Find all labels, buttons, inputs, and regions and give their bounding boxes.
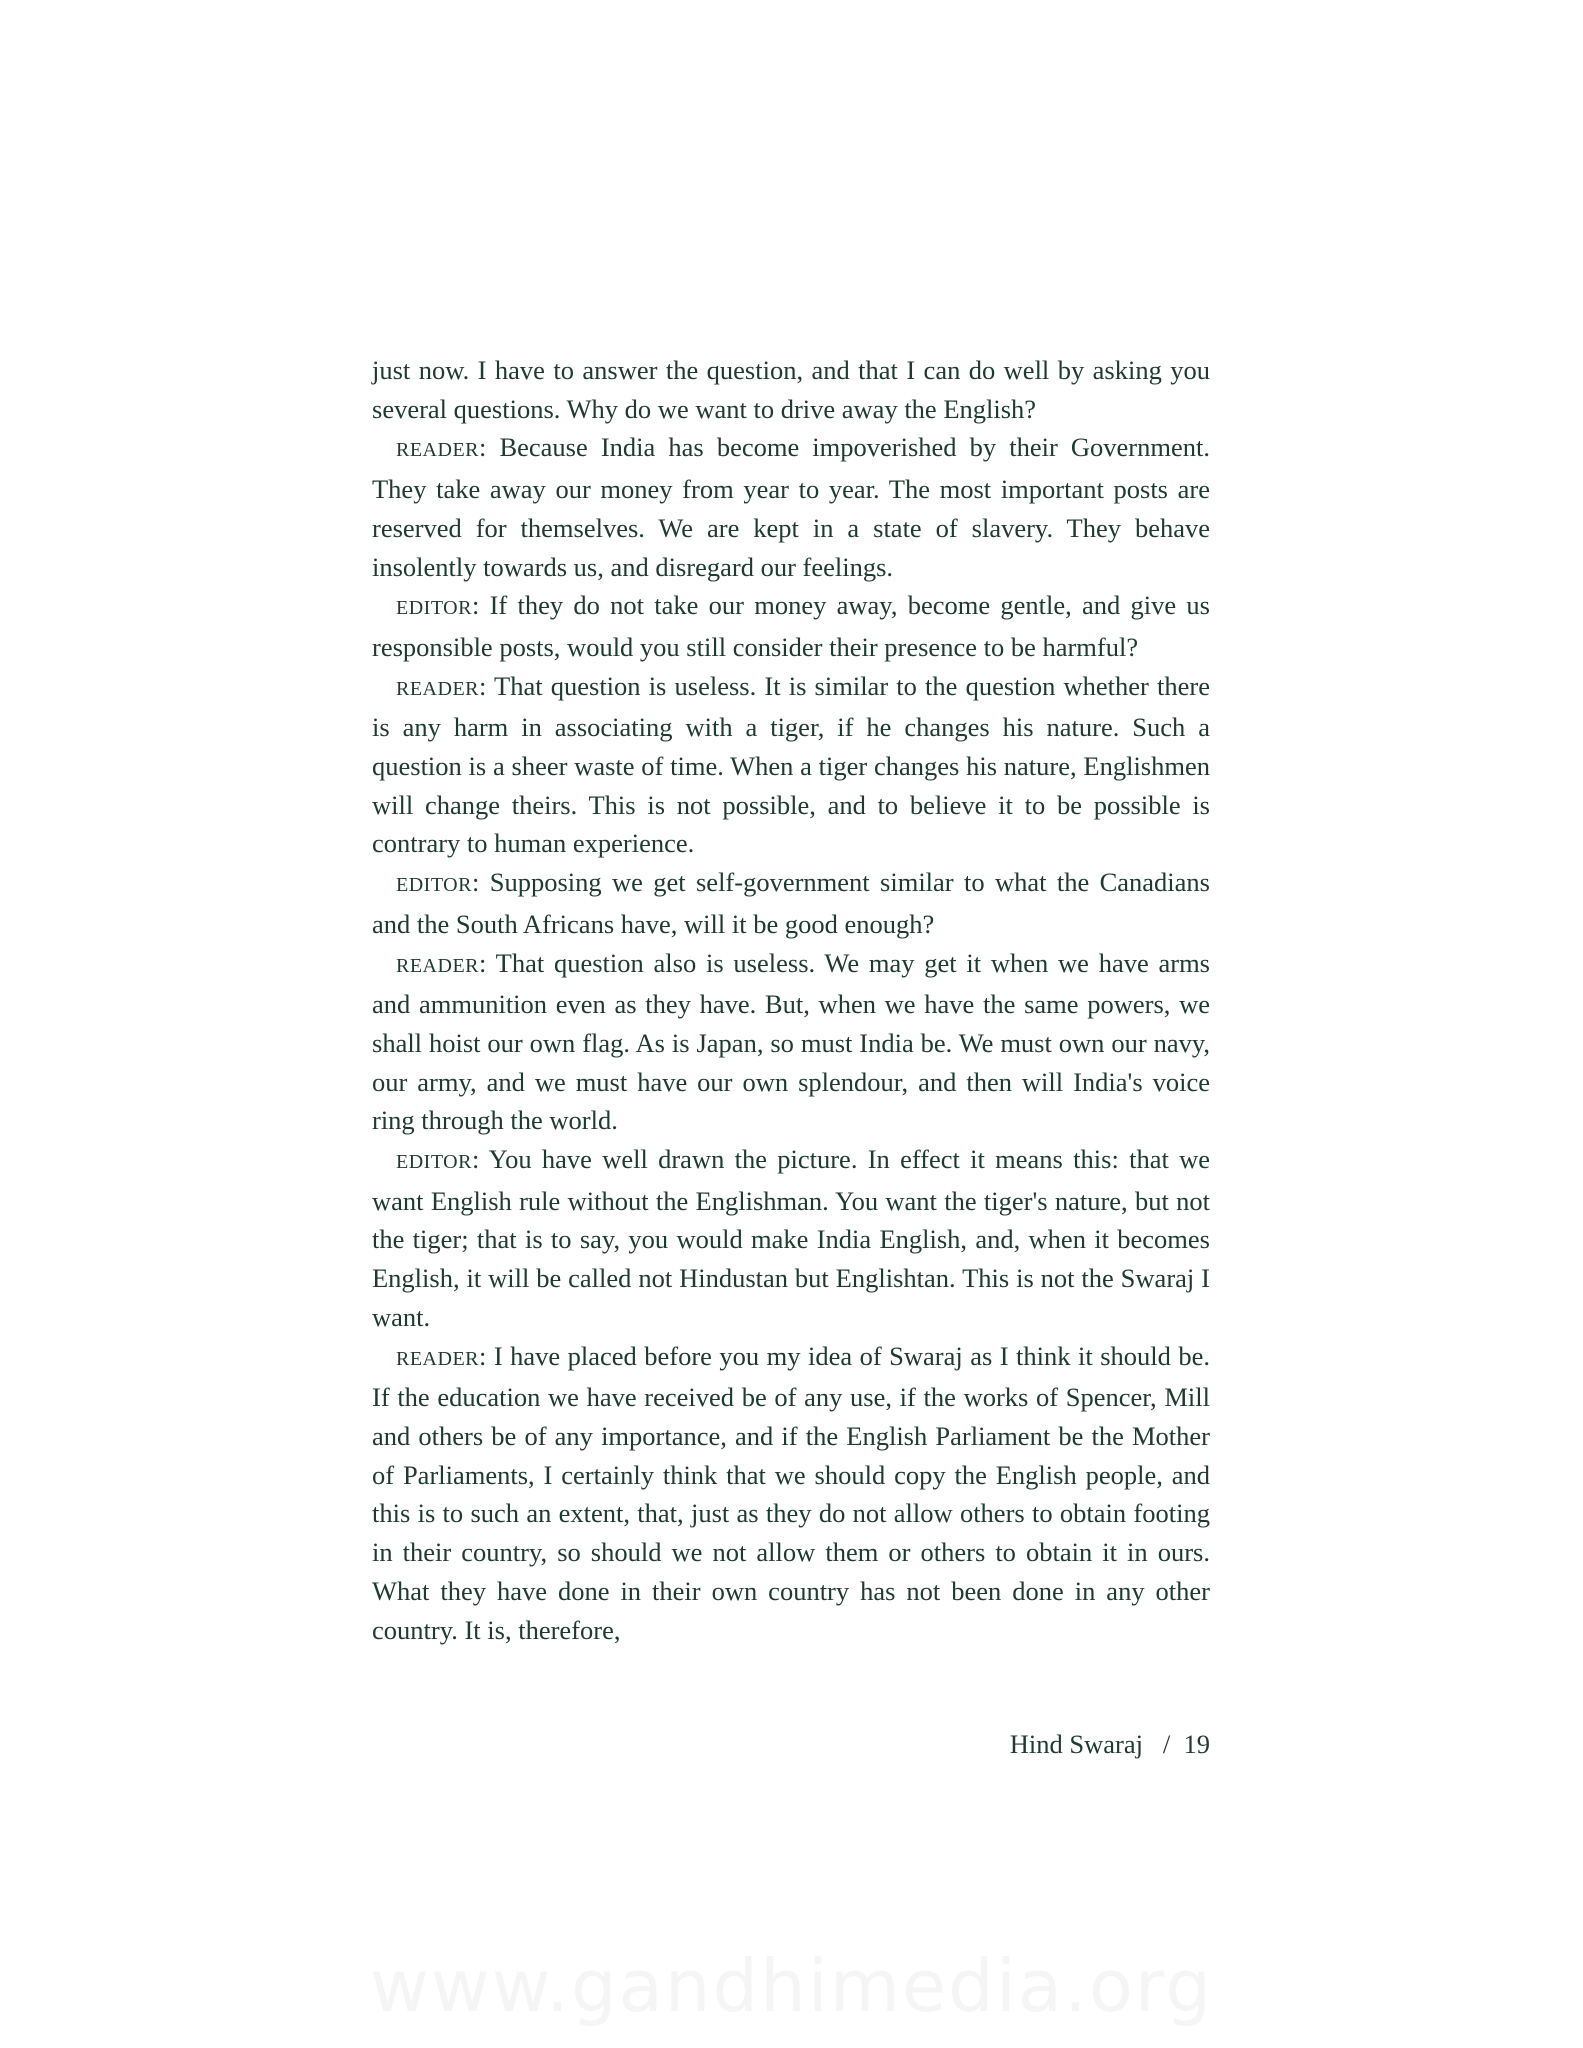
speaker-label: READER bbox=[396, 677, 479, 700]
dialogue-paragraph-editor-2 bbox=[372, 863, 1210, 943]
dialogue-text: : Supposing we get self-government similar to what the Canadians and the South Africans have, will it be good enough? bbox=[372, 867, 1210, 939]
speaker-label: EDITOR bbox=[396, 1151, 472, 1174]
page-number: 19 bbox=[1183, 1729, 1210, 1759]
dialogue-paragraph-reader-3 bbox=[372, 944, 1210, 1141]
speaker-label: READER bbox=[396, 1347, 479, 1370]
dialogue-paragraph-editor-1 bbox=[372, 586, 1210, 666]
dialogue-paragraph-reader-4 bbox=[372, 1337, 1210, 1650]
dialogue-text: : That question also is useless. We may get it when we have arms and ammunition even as they have. But, when we have the same powers, we shall hoist our own flag. As is Japan, so must India be. We must own our navy, our army, and we must have our own splendour, and then will India's voice ring through the world. bbox=[372, 947, 1210, 1136]
opening-paragraph: just now. I have to answer the question, and that I can do well by asking you several questions. Why do we want to drive away the English? bbox=[372, 355, 1210, 424]
dialogue-paragraph-reader-2 bbox=[372, 667, 1210, 864]
watermark: www.gandhimedia.org bbox=[370, 1944, 1213, 2028]
dialogue-text: : That question is useless. It is similar to the question whether there is any harm in associating with a tiger, if he changes his nature. Such a question is a sheer waste of time. When a tiger changes his nature, Englishmen will change theirs. This is not possible, and to believe it to be possible is contrary to human experience. bbox=[372, 670, 1210, 859]
dialogue-text: : You have well drawn the picture. In effect it means this: that we want English rule without the Englishman. You want the tiger's nature, but not the tiger; that is to say, you would make India English, and, when it becomes English, it will be called not Hindustan but Englishtan. This is not the Swaraj I want. bbox=[372, 1144, 1210, 1332]
speaker-label: READER bbox=[396, 954, 479, 977]
dialogue-text: : I have placed before you my idea of Swaraj as I think it should be. If the education we have received be of any use, if the works of Spencer, Mill and others be of any importance, and if the English Parliament be the Mother of Parliaments, I certainly think that we should copy the English people, and this is to such an extent, that, just as they do not allow others to obtain footing in their country, so should we not allow them or others to obtain it in ours. What they have done in their own country has not been done in any other country. It is, therefore, bbox=[372, 1340, 1210, 1645]
footer-separator: / bbox=[1162, 1729, 1171, 1759]
speaker-label: EDITOR bbox=[396, 874, 472, 897]
page-footer bbox=[900, 1726, 1210, 1762]
dialogue-paragraph-editor-3 bbox=[372, 1140, 1210, 1337]
dialogue-text: : If they do not take our money away, become gentle, and give us responsible posts, would you still consider their presence to be harmful? bbox=[372, 590, 1210, 662]
dialogue-paragraph-reader-1 bbox=[372, 428, 1210, 586]
page-body bbox=[372, 351, 1210, 1649]
speaker-label: EDITOR bbox=[396, 597, 472, 620]
dialogue-text: : Because India has become impoverished by their Government. They take away our money from year to year. The most important posts are reserved for themselves. We are kept in a state of slavery. They behave insolently towards us, and disregard our feelings. bbox=[372, 432, 1210, 582]
speaker-label: READER bbox=[396, 439, 479, 462]
book-title: Hind Swaraj bbox=[1009, 1729, 1143, 1759]
